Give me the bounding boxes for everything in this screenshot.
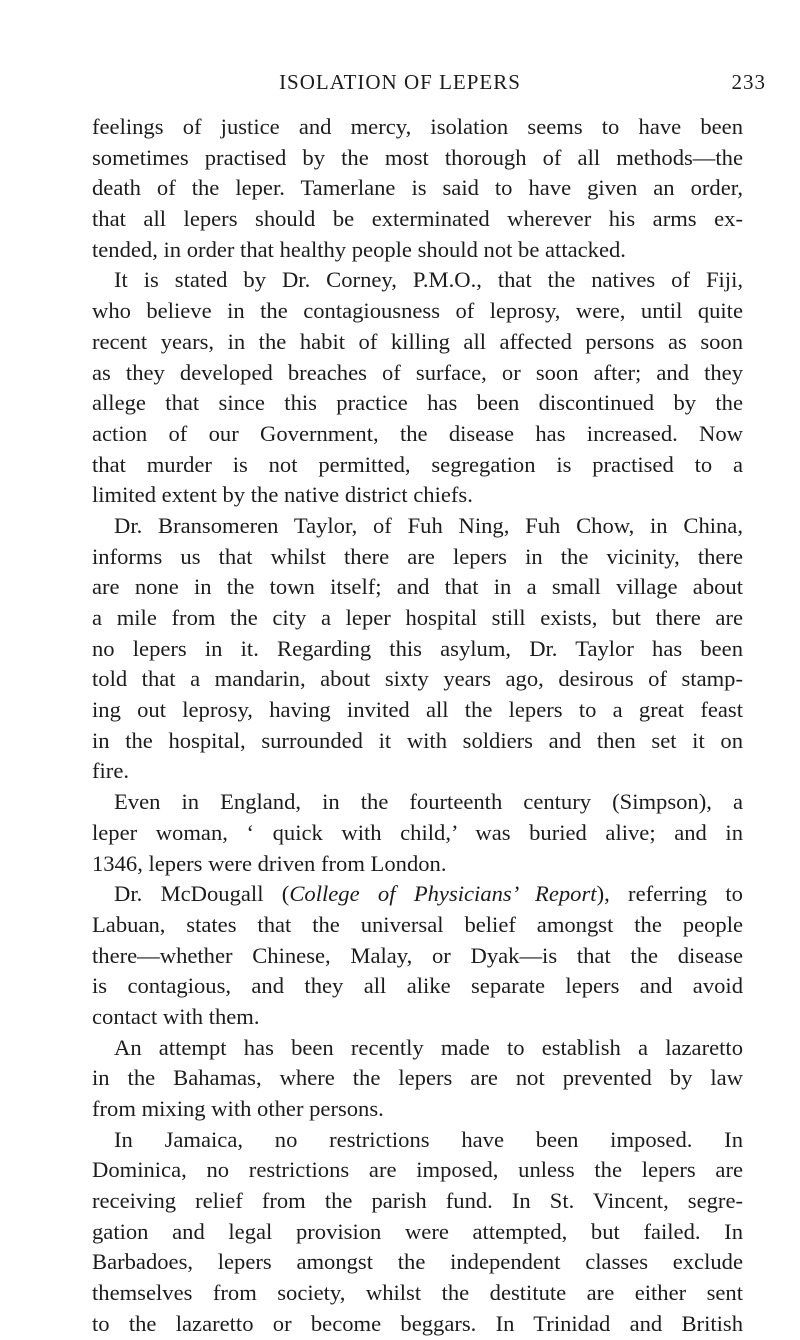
text-line: that murder is not permitted, segregation is practised to a [92,451,743,477]
text-line: are none in the town itself; and that in a small village about [92,574,743,600]
text-line: death of the leper. Tamerlane is said to have given an order, [92,175,743,201]
text-line: that all lepers should be exterminated wherever his arms ex- [92,206,743,232]
text-line: action of our Government, the disease has increased. Now [92,420,743,446]
text-line: Dr. McDougall (College of Physicians’ Report), referring to [114,881,743,907]
text-line: in the hospital, surrounded it with soldiers and then set it on [92,727,743,753]
text-line: sometimes practised by the most thorough of all methods—the [92,144,743,170]
text-line: themselves from society, whilst the destitute are either sent [92,1280,743,1306]
text-line: recent years, in the habit of killing all affected persons as soon [92,328,743,354]
text-line: leper woman, ‘ quick with child,’ was buried alive; and in [92,819,743,845]
paragraph [92,1125,743,1340]
text-line: receiving relief from the parish fund. In St. Vincent, segre- [92,1188,743,1214]
text-line: told that a mandarin, about sixty years ago, desirous of stamp- [92,666,743,692]
text-line: Barbadoes, lepers amongst the independent classes exclude [92,1249,743,1275]
text-line: as they developed breaches of surface, or soon after; and they [92,359,743,385]
text-line: from mixing with other persons. [92,1096,384,1121]
text-line: Dominica, no restrictions are imposed, unless the lepers are [92,1157,743,1183]
text-line: limited extent by the native district chiefs. [92,482,473,508]
text-line: contact with them. [92,1003,260,1029]
text-line: feelings of justice and mercy, isolation seems to have been [92,114,743,139]
text-line: who believe in the contagiousness of leprosy, were, until quite [92,298,743,324]
text-line: informs us that whilst there are lepers in the vicinity, there [92,543,743,569]
paragraph [92,1033,743,1125]
book-title-italic: College of Physicians’ Report [289,881,597,907]
text-line: fire. [92,758,130,784]
body-text [92,112,743,1340]
text-line: 1346, lepers were driven from London. [92,850,447,876]
page-number: 233 [731,70,766,94]
text-line: An attempt has been recently made to establish a lazaretto [114,1034,743,1060]
paragraph [92,112,743,265]
text-line: It is stated by Dr. Corney, P.M.O., that the natives of Fiji, [114,267,743,293]
text-line: allege that since this practice has been discontinued by the [92,390,743,416]
paragraph [92,511,743,787]
paragraph [92,787,743,879]
paragraph [92,265,743,511]
text-line: gation and legal provision were attempted, but failed. In [92,1218,743,1244]
text-line: in the Bahamas, where the lepers are not prevented by law [92,1065,743,1091]
text-line: Even in England, in the fourteenth century (Simpson), a [114,789,743,815]
text-line: ing out leprosy, having invited all the lepers to a great feast [92,697,743,723]
text-line: no lepers in it. Regarding this asylum, Dr. Taylor has been [92,635,743,661]
text-line: Dr. Bransomeren Taylor, of Fuh Ning, Fuh Chow, in China, [114,512,743,538]
text-line: tended, in order that healthy people should not be attacked. [92,236,626,262]
text-line: is contagious, and they all alike separate lepers and avoid [92,973,743,999]
text-line: a mile from the city a leper hospital still exists, but there are [92,605,743,630]
text-line: Labuan, states that the universal belief amongst the people [92,911,743,937]
running-title: ISOLATION OF LEPERS [279,70,521,94]
text-line: In Jamaica, no restrictions have been imposed. In [114,1126,743,1152]
paragraph [92,879,743,1032]
text-line: there—whether Chinese, Malay, or Dyak—is that the disease [92,942,743,968]
text-line: to the lazaretto or become beggars. In Trinidad and British [92,1310,743,1336]
running-head [0,70,800,100]
